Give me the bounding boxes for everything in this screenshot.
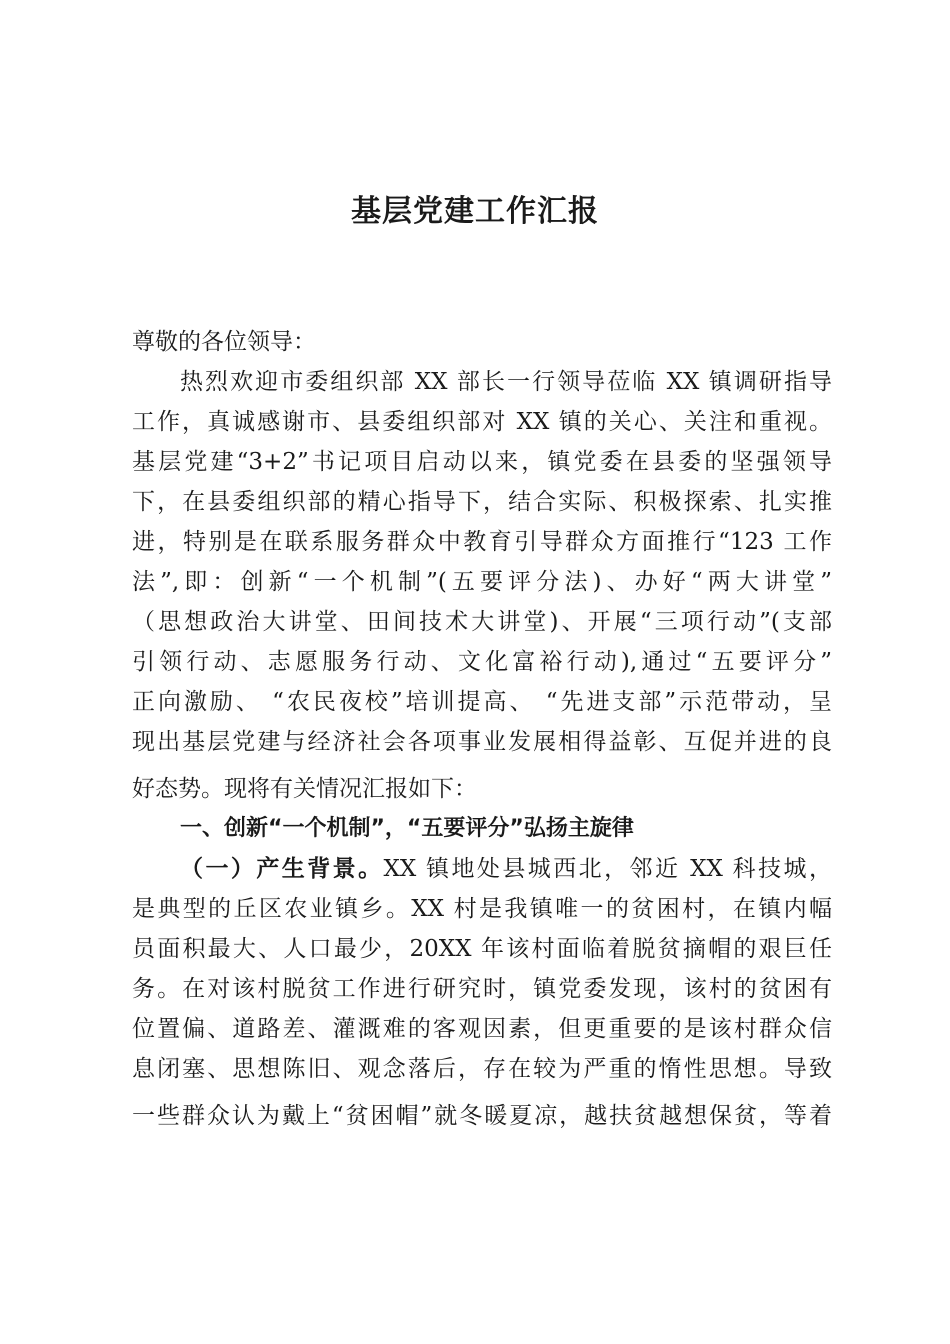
subsection-first-line bbox=[132, 849, 832, 889]
paragraph-line: 一些群众认为戴上“贫困帽”就冬暖夏凉，越扶贫越想保贫，等着 bbox=[132, 1103, 832, 1129]
document-body bbox=[132, 322, 832, 1136]
paragraph-line: 是典型的丘区农业镇乡。XX 村是我镇唯一的贫困村，在镇内幅 bbox=[132, 896, 832, 922]
paragraph-line: 工作，真诚感谢市、县委组织部对 XX 镇的关心、关注和重视。 bbox=[132, 409, 832, 435]
paragraph-line: 位置偏、道路差、灌溉难的客观因素，但更重要的是该村群众信 bbox=[132, 1016, 832, 1042]
paragraph-line: 下，在县委组织部的精心指导下，结合实际、积极探索、扎实推 bbox=[132, 489, 832, 515]
paragraph-line: 引领行动、志愿服务行动、文化富裕行动),通过“五要评分” bbox=[132, 649, 832, 675]
document-title: 基层党建工作汇报 bbox=[351, 194, 599, 229]
paragraph-line: 好态势。现将有关情况汇报如下： bbox=[132, 776, 477, 802]
subsection-label: （一）产生背景。 bbox=[180, 855, 384, 882]
paragraph-line: 进，特别是在联系服务群众中教育引导群众方面推行“123 工作 bbox=[132, 529, 832, 555]
paragraph-line: 热烈欢迎市委组织部 XX 部长一行领导莅临 XX 镇调研指导 bbox=[180, 369, 832, 395]
paragraph-line: 法”,即：创新“一个机制”(五要评分法)、办好“两大讲堂” bbox=[132, 569, 832, 595]
subsection-first-text: XX 镇地处县城西北，邻近 XX 科技城， bbox=[383, 856, 833, 882]
paragraph-line: 息闭塞、思想陈旧、观念落后，存在较为严重的惰性思想。导致 bbox=[132, 1056, 832, 1082]
paragraph-line: 现出基层党建与经济社会各项事业发展相得益彰、互促并进的良 bbox=[132, 729, 832, 755]
paragraph-line: 员面积最大、人口最少，20XX 年该村面临着脱贫摘帽的艰巨任 bbox=[132, 936, 832, 962]
paragraph-line: 务。在对该村脱贫工作进行研究时，镇党委发现，该村的贫困有 bbox=[132, 976, 832, 1002]
paragraph-line: 基层党建“3+2”书记项目启动以来，镇党委在县委的坚强领导 bbox=[132, 449, 832, 475]
section-heading: 一、创新“一个机制”，“五要评分”弘扬主旋律 bbox=[180, 816, 634, 841]
paragraph-line: 正向激励、 “农民夜校”培训提高、 “先进支部”示范带动，呈 bbox=[132, 689, 832, 715]
paragraph-line: （思想政治大讲堂、田间技术大讲堂)、开展“三项行动”(支部 bbox=[132, 609, 832, 635]
salutation-line: 尊敬的各位领导： bbox=[132, 329, 316, 355]
